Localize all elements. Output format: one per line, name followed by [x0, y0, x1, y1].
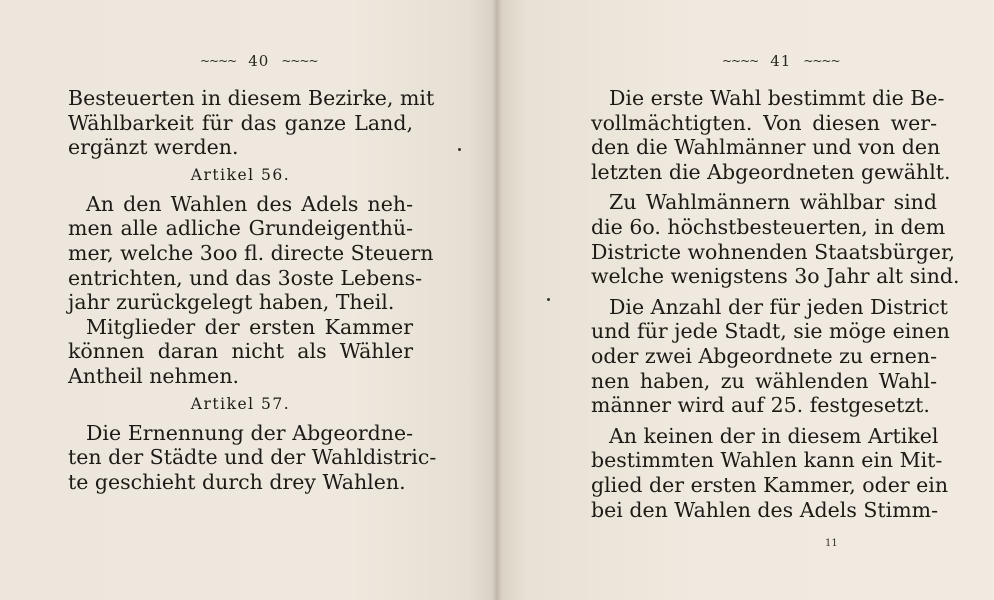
signature-mark: 11: [825, 538, 838, 549]
text-line: Besteuerten in diesem Bezirke, mit: [68, 86, 435, 110]
text-line: entrichten, und das 3oste Lebens-: [68, 265, 423, 290]
right-page-text: [591, 86, 960, 522]
folio-left: [200, 52, 318, 70]
text-line: oder zwei Abgeordnete zu ernen-: [591, 343, 938, 368]
text-line: die 6o. höchstbesteuerten, in dem: [591, 214, 946, 239]
text-line: männer wird auf 25. festgesetzt.: [591, 393, 930, 418]
left-page-text: [68, 86, 437, 494]
text-line: mer, welche 3oo fl. directe Steuern: [68, 240, 434, 265]
paper-speck: [458, 148, 461, 151]
text-line: Districte wohnenden Staatsbürger,: [591, 239, 956, 264]
text-line: Die Ernennung der Abgeordne-: [86, 420, 413, 445]
text-line: Die Anzahl der für jeden District: [609, 294, 948, 319]
text-line: te geschieht durch drey Wahlen.: [68, 469, 406, 494]
text-line: können daran nicht als Wähler: [68, 339, 413, 364]
text-line: vollmächtigten. Von diesen wer-: [591, 110, 937, 135]
article-heading-56: Artikel 56.: [190, 165, 291, 184]
text-line: Antheil nehmen.: [68, 363, 240, 388]
text-line: letzten die Abgeordneten gewählt.: [591, 159, 951, 184]
folio-ornament-right-a: ~~~~: [722, 54, 759, 68]
page-number-left: 40: [248, 52, 270, 70]
text-line: An keinen der in diesem Artikel: [609, 423, 939, 448]
right-page: [497, 0, 994, 600]
folio-right: [722, 52, 840, 70]
text-line: An den Wahlen des Adels neh-: [86, 191, 413, 216]
folio-ornament-right-b: ~~~~: [803, 54, 840, 68]
text-line: den die Wahlmänner und von den: [591, 135, 941, 160]
text-line: Mitglieder der ersten Kammer: [86, 314, 413, 339]
text-line: Wählbarkeit für das ganze Land,: [68, 110, 413, 135]
text-line: nen haben, zu wählenden Wahl-: [591, 368, 937, 393]
page-number-right: 41: [770, 52, 792, 70]
text-line: Die erste Wahl bestimmt die Be-: [609, 86, 945, 110]
text-line: ergänzt werden.: [68, 135, 239, 160]
text-line: ten der Städte und der Wahldistric-: [68, 445, 437, 470]
text-line: welche wenigstens 3o Jahr alt sind.: [591, 264, 960, 289]
folio-ornament-left-a: ~~~~: [200, 54, 237, 68]
paper-speck: [547, 298, 550, 301]
text-line: Zu Wahlmännern wählbar sind: [609, 190, 937, 215]
article-heading-57: Artikel 57.: [190, 394, 291, 413]
text-line: glied der ersten Kammer, oder ein: [591, 472, 949, 497]
text-line: men alle adliche Grundeigenthü-: [68, 216, 413, 241]
folio-ornament-left-b: ~~~~: [281, 54, 318, 68]
text-line: bestimmten Wahlen kann ein Mit-: [591, 448, 943, 473]
text-line: und für jede Stadt, sie möge einen: [591, 319, 950, 344]
text-line: bei den Wahlen des Adels Stimm-: [591, 497, 939, 522]
text-line: jahr zurückgelegt haben, Theil.: [68, 290, 395, 315]
